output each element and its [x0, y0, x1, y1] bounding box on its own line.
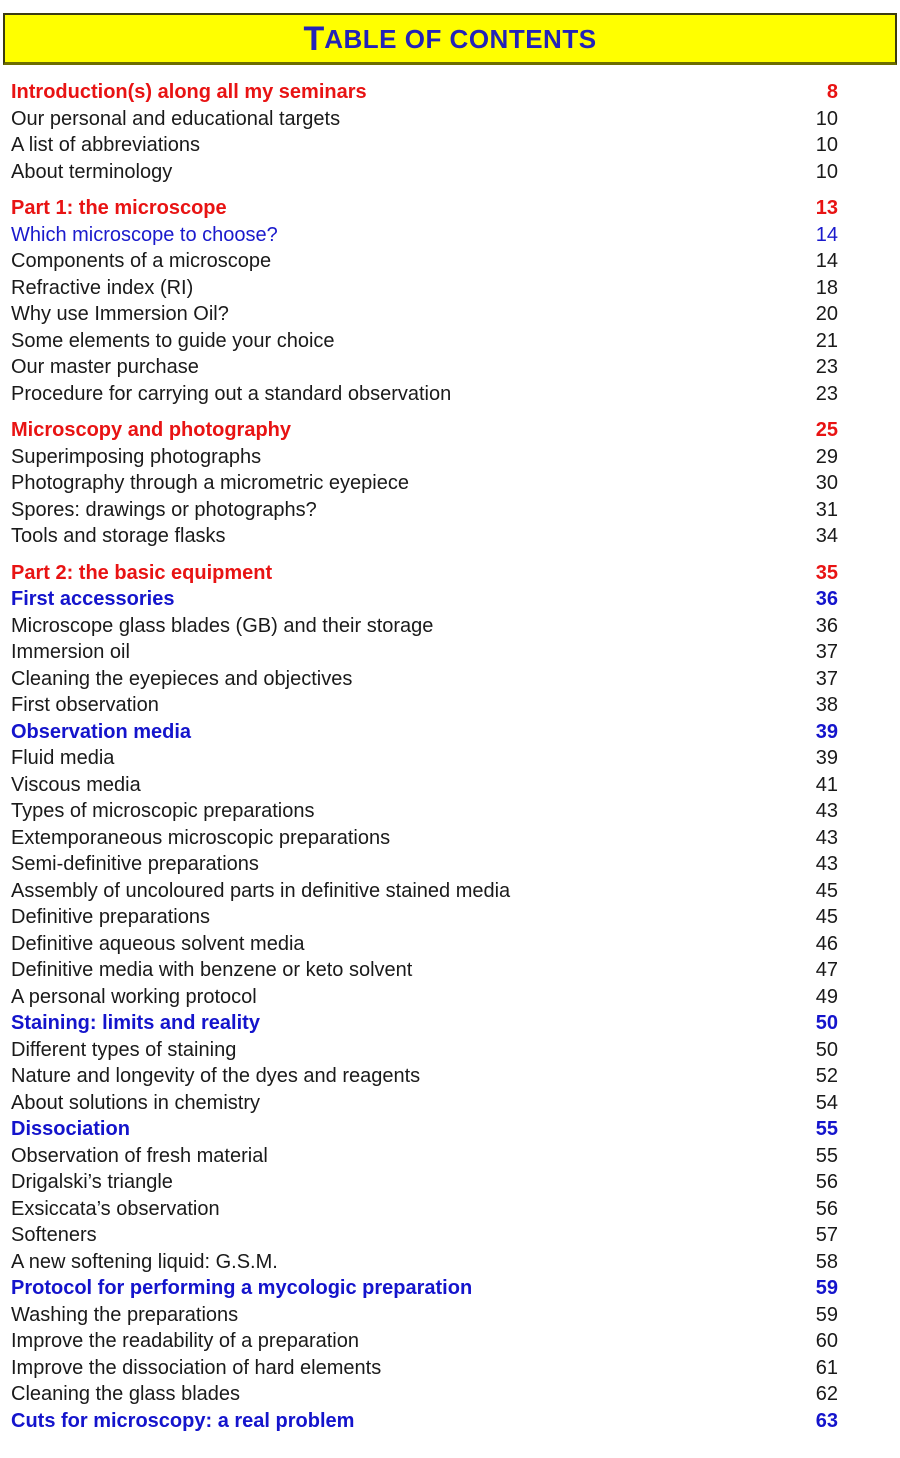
- toc-entry: [11, 692, 838, 719]
- toc-entry-label: Nature and longevity of the dyes and reagents: [11, 1065, 421, 1087]
- toc-entry-page: 10: [815, 134, 838, 156]
- toc-entry-label: Superimposing photographs: [11, 445, 262, 468]
- toc-entry-page: 55: [815, 1118, 838, 1140]
- toc-entry-page: 20: [815, 303, 838, 325]
- toc-entry-label: Why use Immersion Oil?: [11, 303, 229, 325]
- toc-entry: [11, 497, 838, 524]
- toc-entry-label: Improve the readability of a preparation: [11, 1330, 359, 1352]
- toc-entry: [11, 248, 838, 275]
- toc-entry: [11, 328, 838, 355]
- toc-entry: [11, 523, 838, 550]
- toc-entry: [11, 381, 838, 408]
- toc-entry-page: 60: [815, 1330, 838, 1352]
- toc-entry: [11, 1222, 838, 1249]
- toc-entry: [11, 1010, 838, 1037]
- toc-entry-page: 34: [815, 525, 838, 547]
- toc-entry-label: Part 1: the microscope: [11, 197, 227, 219]
- toc-entry-page: 31: [815, 498, 838, 521]
- toc-entry: [11, 106, 838, 133]
- toc-entry: [11, 931, 838, 958]
- toc-entry-label: Observation of fresh material: [11, 1144, 268, 1167]
- toc-entry-page: 14: [815, 223, 838, 246]
- toc-entry-label: A new softening liquid: G.S.M.: [11, 1250, 278, 1273]
- toc-entry-label: Procedure for carrying out a standard observation: [11, 382, 452, 405]
- toc-entry-label: Semi-definitive preparations: [11, 853, 259, 875]
- toc-entry-label: Cleaning the glass blades: [11, 1383, 241, 1405]
- toc-entry-label: Assembly of uncoloured parts in definitive stained media: [11, 879, 511, 902]
- toc-entry-page: 46: [815, 932, 838, 955]
- toc-entry-page: 23: [815, 356, 838, 378]
- toc-entry-label: Dissociation: [11, 1118, 130, 1140]
- toc-entry-label: Microscopy and photography: [11, 419, 292, 441]
- toc-entry-label: A list of abbreviations: [11, 134, 200, 156]
- toc-entry-page: 47: [815, 959, 838, 981]
- toc-entry-label: Viscous media: [11, 773, 141, 796]
- toc-entry-page: 41: [815, 773, 838, 796]
- toc-entry: [11, 159, 838, 186]
- toc-entry-page: 10: [815, 160, 838, 183]
- toc-entry-label: Microscope glass blades (GB) and their storage: [11, 614, 434, 637]
- toc-entry: [11, 639, 838, 666]
- toc-entry: [11, 1249, 838, 1276]
- toc-entry-page: 21: [815, 329, 838, 352]
- toc-entry-page: 62: [815, 1383, 838, 1405]
- toc-entry: [11, 301, 838, 328]
- toc-entry-label: Immersion oil: [11, 641, 130, 663]
- toc-entry: [11, 417, 838, 444]
- toc-entry: [11, 1196, 838, 1223]
- toc-entry: [11, 878, 838, 905]
- toc-entry: [11, 444, 838, 471]
- toc-entry-page: 63: [815, 1409, 838, 1432]
- toc-entry-page: 36: [815, 588, 838, 610]
- toc-entry-page: 10: [815, 107, 838, 130]
- toc-entry: [11, 1090, 838, 1117]
- toc-entry-label: About solutions in chemistry: [11, 1091, 261, 1114]
- toc-entry-page: 36: [815, 614, 838, 637]
- toc-entry-page: 39: [815, 720, 838, 743]
- toc-entry-label: Definitive media with benzene or keto solvent: [11, 959, 413, 981]
- toc-entry-page: 49: [815, 985, 838, 1008]
- toc-entry: [11, 470, 838, 497]
- page-title: ABLE OF CONTENTS: [324, 23, 597, 54]
- toc-entry-label: Some elements to guide your choice: [11, 329, 335, 352]
- toc-entry: [11, 904, 838, 931]
- toc-entry-label: Components of a microscope: [11, 250, 272, 272]
- toc-entry-page: 50: [815, 1012, 838, 1034]
- toc-entry: [11, 719, 838, 746]
- toc-entry: [11, 132, 838, 159]
- toc-entry-label: Drigalski’s triangle: [11, 1171, 173, 1193]
- toc-entry-label: Improve the dissociation of hard elements: [11, 1356, 382, 1379]
- toc-entry: [11, 1355, 838, 1382]
- toc-entry: [11, 1143, 838, 1170]
- toc-entry-page: 56: [815, 1171, 838, 1193]
- toc-entry-label: Which microscope to choose?: [11, 223, 278, 246]
- toc-entry-page: 30: [815, 472, 838, 494]
- toc-entry: [11, 1063, 838, 1090]
- page-title-initial: T: [303, 19, 325, 58]
- toc-entry-page: 37: [815, 641, 838, 663]
- toc-entry-label: Cleaning the eyepieces and objectives: [11, 667, 353, 690]
- toc-entry: [11, 1381, 838, 1408]
- toc-entry: [11, 613, 838, 640]
- toc-entry-page: 23: [815, 382, 838, 405]
- toc-entry: [11, 1408, 838, 1435]
- toc-entry-label: Introduction(s) along all my seminars: [11, 81, 367, 103]
- toc-entry-page: 59: [815, 1303, 838, 1326]
- toc-entry-label: Tools and storage flasks: [11, 525, 226, 547]
- toc-entry-page: 54: [815, 1091, 838, 1114]
- toc-entry-label: About terminology: [11, 160, 173, 183]
- toc-entry: [11, 195, 838, 222]
- toc-entry-label: Fluid media: [11, 747, 115, 769]
- toc-entry: [11, 772, 838, 799]
- toc-entry-label: Photography through a micrometric eyepiece: [11, 472, 409, 494]
- toc-entry-page: 37: [815, 667, 838, 690]
- toc-entry: [11, 984, 838, 1011]
- toc-entry-page: 29: [815, 445, 838, 468]
- toc-entry-page: 8: [826, 81, 838, 103]
- toc-entry-page: 38: [815, 694, 838, 716]
- toc-entry-label: Refractive index (RI): [11, 276, 194, 299]
- toc-entry: [11, 560, 838, 587]
- toc-entry-label: Definitive aqueous solvent media: [11, 932, 305, 955]
- toc-entry-page: 55: [815, 1144, 838, 1167]
- page-title-banner: [3, 13, 897, 65]
- toc-entry-page: 39: [815, 747, 838, 769]
- toc-entry: [11, 666, 838, 693]
- toc-entry: [11, 1037, 838, 1064]
- toc-entry: [11, 354, 838, 381]
- toc-entry-page: 14: [815, 250, 838, 272]
- toc-entry-label: Extemporaneous microscopic preparations: [11, 826, 391, 849]
- toc-entry-label: Part 2: the basic equipment: [11, 561, 273, 584]
- toc-entry-label: Definitive preparations: [11, 906, 210, 928]
- toc-entry-page: 45: [815, 879, 838, 902]
- toc-entry-page: 25: [815, 419, 838, 441]
- toc-entry-page: 45: [815, 906, 838, 928]
- toc-entry-page: 59: [815, 1277, 838, 1299]
- toc-entry-label: Washing the preparations: [11, 1303, 239, 1326]
- toc-entry-page: 58: [815, 1250, 838, 1273]
- toc-entry-page: 57: [815, 1224, 838, 1246]
- toc-entry-label: Spores: drawings or photographs?: [11, 498, 317, 521]
- toc-entry: [11, 825, 838, 852]
- toc-entry-label: Observation media: [11, 720, 192, 743]
- toc-entry: [11, 851, 838, 878]
- toc-entry-page: 43: [815, 853, 838, 875]
- toc-entry: [11, 222, 838, 249]
- toc-entry-label: Different types of staining: [11, 1038, 237, 1061]
- toc-entry-page: 13: [815, 197, 838, 219]
- toc-entry-label: Exsiccata’s observation: [11, 1197, 220, 1220]
- toc-entry-page: 56: [815, 1197, 838, 1220]
- toc-entry-label: Staining: limits and reality: [11, 1012, 260, 1034]
- toc-entry-label: Softeners: [11, 1224, 97, 1246]
- toc-entry-label: First observation: [11, 694, 159, 716]
- toc-entry-label: Cuts for microscopy: a real problem: [11, 1409, 355, 1432]
- toc-entry-page: 52: [815, 1065, 838, 1087]
- toc-entry-page: 61: [815, 1356, 838, 1379]
- toc-entry: [11, 1328, 838, 1355]
- toc-entry-label: Protocol for performing a mycologic preparation: [11, 1277, 473, 1299]
- toc-entry-page: 43: [815, 800, 838, 822]
- toc-entry: [11, 275, 838, 302]
- toc-entry: [11, 1169, 838, 1196]
- toc-entry: [11, 79, 838, 106]
- toc-entry-page: 18: [815, 276, 838, 299]
- toc-entry: [11, 1116, 838, 1143]
- toc-entry-label: Types of microscopic preparations: [11, 800, 315, 822]
- toc-entry-label: Our master purchase: [11, 356, 199, 378]
- toc-entry-label: First accessories: [11, 588, 175, 610]
- toc-entry-page: 43: [815, 826, 838, 849]
- toc-entry-page: 50: [815, 1038, 838, 1061]
- toc-entry-label: Our personal and educational targets: [11, 107, 341, 130]
- toc-list: [0, 65, 900, 1434]
- toc-entry-page: 35: [815, 561, 838, 584]
- toc-entry: [11, 957, 838, 984]
- toc-entry: [11, 1275, 838, 1302]
- toc-entry: [11, 586, 838, 613]
- toc-entry: [11, 745, 838, 772]
- toc-entry: [11, 1302, 838, 1329]
- toc-entry-label: A personal working protocol: [11, 985, 257, 1008]
- toc-entry: [11, 798, 838, 825]
